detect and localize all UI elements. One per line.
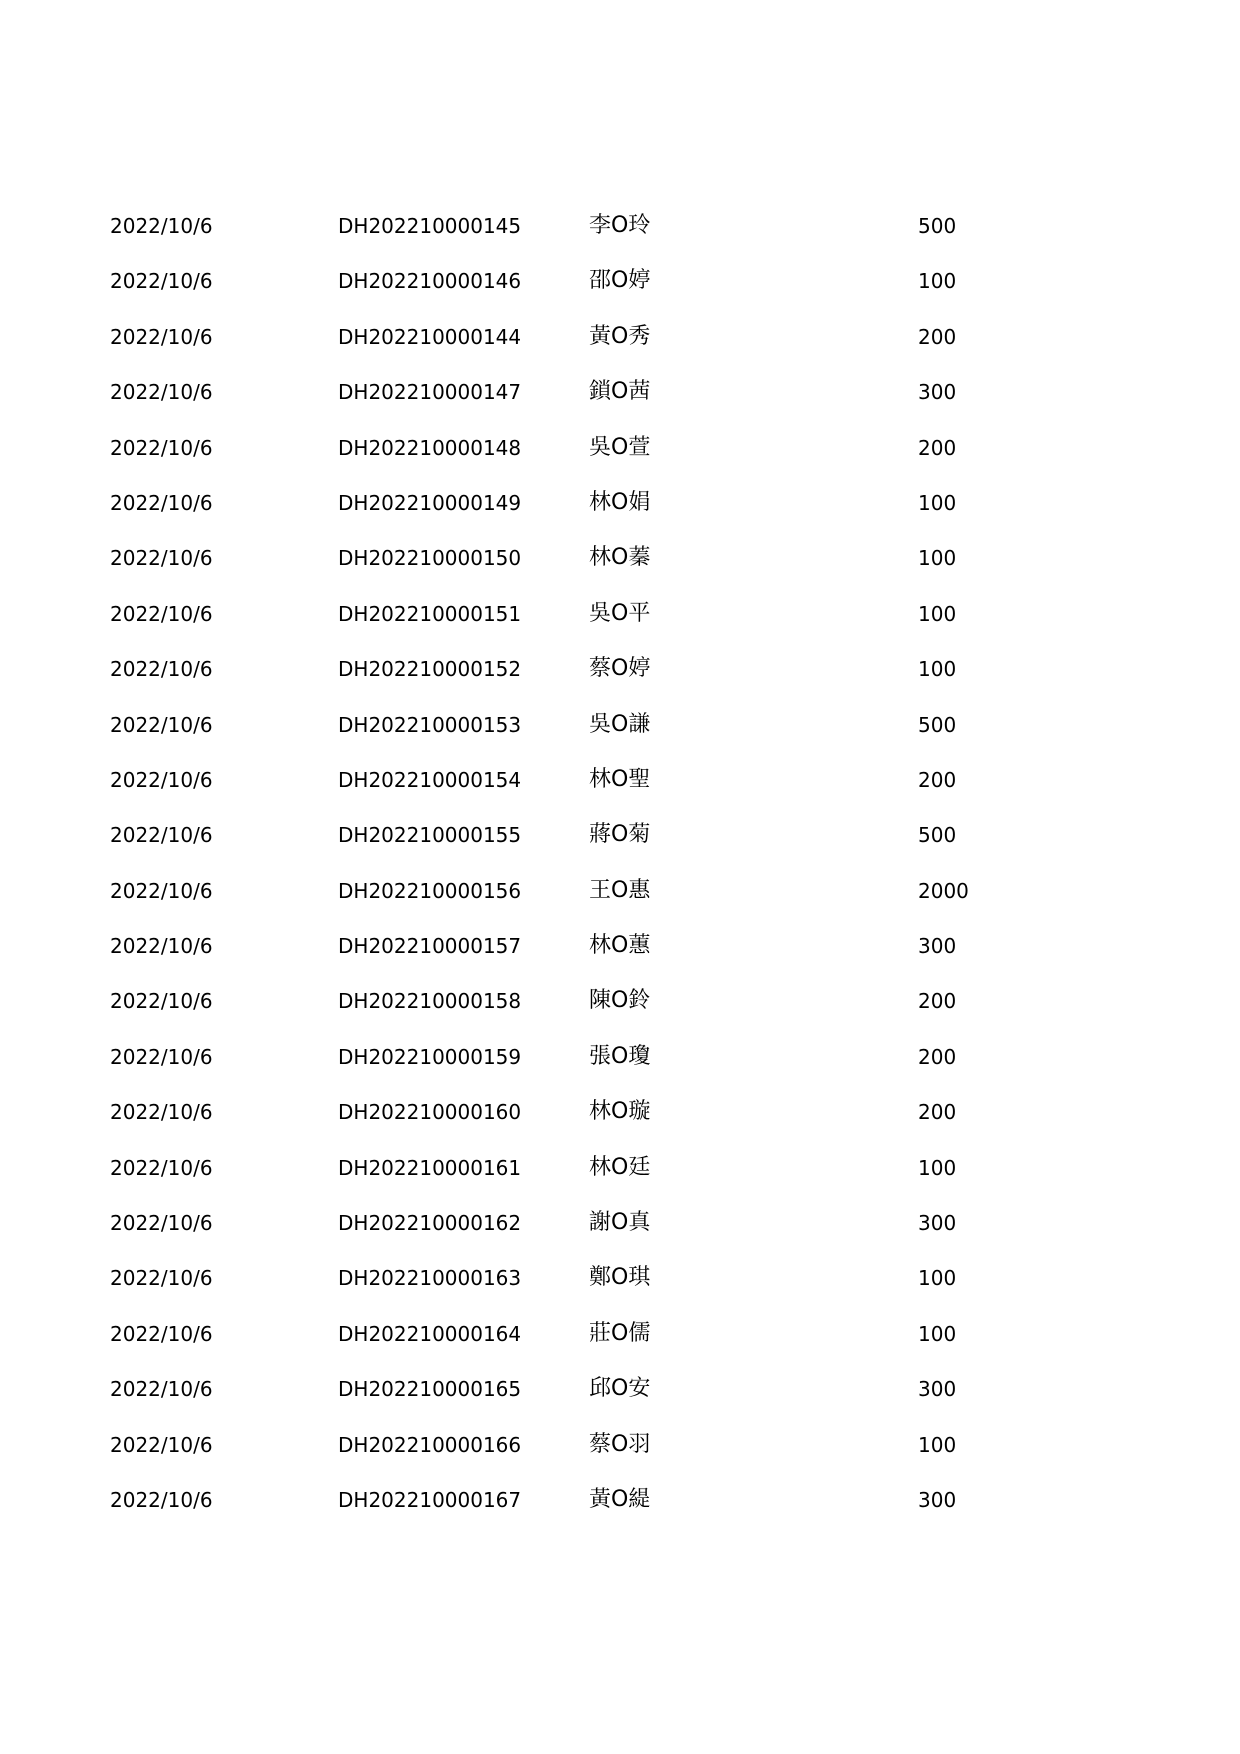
date-cell: 2022/10/6 xyxy=(110,657,213,682)
name-cell: 陳O鈴 xyxy=(589,988,651,1014)
name-cell: 邱O安 xyxy=(589,1376,651,1402)
table-row xyxy=(0,877,1240,932)
table-row xyxy=(0,655,1240,710)
name-cell: 鄭O琪 xyxy=(589,1265,651,1291)
name-cell: 林O蓁 xyxy=(589,545,651,571)
table-row xyxy=(0,1209,1240,1264)
order-id-cell: DH202210000145 xyxy=(338,214,522,238)
amount-cell: 100 xyxy=(918,1432,957,1457)
amount-cell: 200 xyxy=(918,989,957,1014)
table-row xyxy=(0,212,1240,267)
date-cell: 2022/10/6 xyxy=(110,490,213,515)
name-cell: 林O聖 xyxy=(589,766,651,792)
table-row xyxy=(0,1431,1240,1486)
order-id-cell: DH202210000147 xyxy=(338,380,522,405)
amount-cell: 300 xyxy=(918,1211,957,1236)
order-id-cell: DH202210000149 xyxy=(338,490,522,515)
amount-cell: 300 xyxy=(918,1377,957,1402)
amount-cell: 100 xyxy=(918,546,957,571)
amount-cell: 100 xyxy=(918,1266,957,1291)
date-cell: 2022/10/6 xyxy=(110,601,213,626)
name-cell: 黃O緹 xyxy=(589,1486,651,1512)
table-row xyxy=(0,323,1240,378)
table-row xyxy=(0,987,1240,1042)
name-cell: 黃O秀 xyxy=(589,323,651,349)
amount-cell: 500 xyxy=(918,214,957,238)
table-row xyxy=(0,1154,1240,1209)
order-id-cell: DH202210000152 xyxy=(338,657,522,682)
name-cell: 吳O謙 xyxy=(589,711,651,737)
table-row xyxy=(0,1375,1240,1430)
name-cell: 李O玲 xyxy=(589,213,651,238)
date-cell: 2022/10/6 xyxy=(110,1377,213,1402)
table-row xyxy=(0,544,1240,599)
amount-cell: 300 xyxy=(918,1487,957,1512)
amount-cell: 200 xyxy=(918,1044,957,1069)
order-id-cell: DH202210000163 xyxy=(338,1266,522,1291)
name-cell: 蔡O羽 xyxy=(589,1431,651,1457)
date-cell: 2022/10/6 xyxy=(110,1044,213,1069)
date-cell: 2022/10/6 xyxy=(110,823,213,848)
date-cell: 2022/10/6 xyxy=(110,435,213,460)
table-row xyxy=(0,378,1240,433)
name-cell: 王O惠 xyxy=(589,877,651,903)
name-cell: 張O瓊 xyxy=(589,1043,651,1069)
table-row xyxy=(0,821,1240,876)
order-id-cell: DH202210000158 xyxy=(338,989,522,1014)
order-id-cell: DH202210000159 xyxy=(338,1044,522,1069)
order-id-cell: DH202210000161 xyxy=(338,1155,522,1180)
name-cell: 林O璇 xyxy=(589,1099,651,1125)
amount-cell: 200 xyxy=(918,324,957,349)
table-row xyxy=(0,1098,1240,1153)
amount-cell: 100 xyxy=(918,269,957,294)
order-id-cell: DH202210000153 xyxy=(338,712,522,737)
table-row xyxy=(0,766,1240,821)
date-cell: 2022/10/6 xyxy=(110,214,213,238)
date-cell: 2022/10/6 xyxy=(110,1155,213,1180)
order-id-cell: DH202210000150 xyxy=(338,546,522,571)
order-id-cell: DH202210000167 xyxy=(338,1487,522,1512)
amount-cell: 300 xyxy=(918,380,957,405)
name-cell: 鎖O茜 xyxy=(589,379,651,405)
date-cell: 2022/10/6 xyxy=(110,712,213,737)
donation-table xyxy=(0,212,1240,1541)
order-id-cell: DH202210000164 xyxy=(338,1321,522,1346)
date-cell: 2022/10/6 xyxy=(110,989,213,1014)
name-cell: 莊O儒 xyxy=(589,1320,651,1346)
order-id-cell: DH202210000154 xyxy=(338,767,522,792)
amount-cell: 300 xyxy=(918,934,957,959)
order-id-cell: DH202210000155 xyxy=(338,823,522,848)
amount-cell: 100 xyxy=(918,1321,957,1346)
date-cell: 2022/10/6 xyxy=(110,767,213,792)
amount-cell: 500 xyxy=(918,823,957,848)
date-cell: 2022/10/6 xyxy=(110,1487,213,1512)
amount-cell: 200 xyxy=(918,435,957,460)
amount-cell: 500 xyxy=(918,712,957,737)
order-id-cell: DH202210000151 xyxy=(338,601,522,626)
table-row xyxy=(0,1264,1240,1319)
table-row xyxy=(0,1043,1240,1098)
order-id-cell: DH202210000165 xyxy=(338,1377,522,1402)
table-row xyxy=(0,434,1240,489)
date-cell: 2022/10/6 xyxy=(110,1100,213,1125)
table-row xyxy=(0,711,1240,766)
order-id-cell: DH202210000162 xyxy=(338,1211,522,1236)
name-cell: 林O廷 xyxy=(589,1154,651,1180)
order-id-cell: DH202210000156 xyxy=(338,878,522,903)
date-cell: 2022/10/6 xyxy=(110,1432,213,1457)
order-id-cell: DH202210000157 xyxy=(338,934,522,959)
name-cell: 蔣O菊 xyxy=(589,822,651,848)
amount-cell: 200 xyxy=(918,767,957,792)
order-id-cell: DH202210000160 xyxy=(338,1100,522,1125)
name-cell: 邵O婷 xyxy=(589,268,651,294)
date-cell: 2022/10/6 xyxy=(110,269,213,294)
date-cell: 2022/10/6 xyxy=(110,934,213,959)
date-cell: 2022/10/6 xyxy=(110,878,213,903)
date-cell: 2022/10/6 xyxy=(110,1211,213,1236)
order-id-cell: DH202210000146 xyxy=(338,269,522,294)
table-row xyxy=(0,489,1240,544)
name-cell: 蔡O婷 xyxy=(589,656,651,682)
table-row xyxy=(0,932,1240,987)
table-row xyxy=(0,1486,1240,1541)
name-cell: 林O娟 xyxy=(589,489,651,515)
amount-cell: 100 xyxy=(918,490,957,515)
order-id-cell: DH202210000148 xyxy=(338,435,522,460)
date-cell: 2022/10/6 xyxy=(110,380,213,405)
name-cell: 林O蕙 xyxy=(589,933,651,959)
name-cell: 謝O真 xyxy=(589,1210,651,1236)
amount-cell: 100 xyxy=(918,601,957,626)
order-id-cell: DH202210000144 xyxy=(338,324,522,349)
order-id-cell: DH202210000166 xyxy=(338,1432,522,1457)
date-cell: 2022/10/6 xyxy=(110,1321,213,1346)
amount-cell: 100 xyxy=(918,657,957,682)
table-row xyxy=(0,267,1240,322)
table-row xyxy=(0,600,1240,655)
name-cell: 吳O萱 xyxy=(589,434,651,460)
date-cell: 2022/10/6 xyxy=(110,1266,213,1291)
table-row xyxy=(0,1320,1240,1375)
date-cell: 2022/10/6 xyxy=(110,324,213,349)
date-cell: 2022/10/6 xyxy=(110,546,213,571)
name-cell: 吳O平 xyxy=(589,600,651,626)
amount-cell: 2000 xyxy=(918,878,969,903)
amount-cell: 100 xyxy=(918,1155,957,1180)
amount-cell: 200 xyxy=(918,1100,957,1125)
